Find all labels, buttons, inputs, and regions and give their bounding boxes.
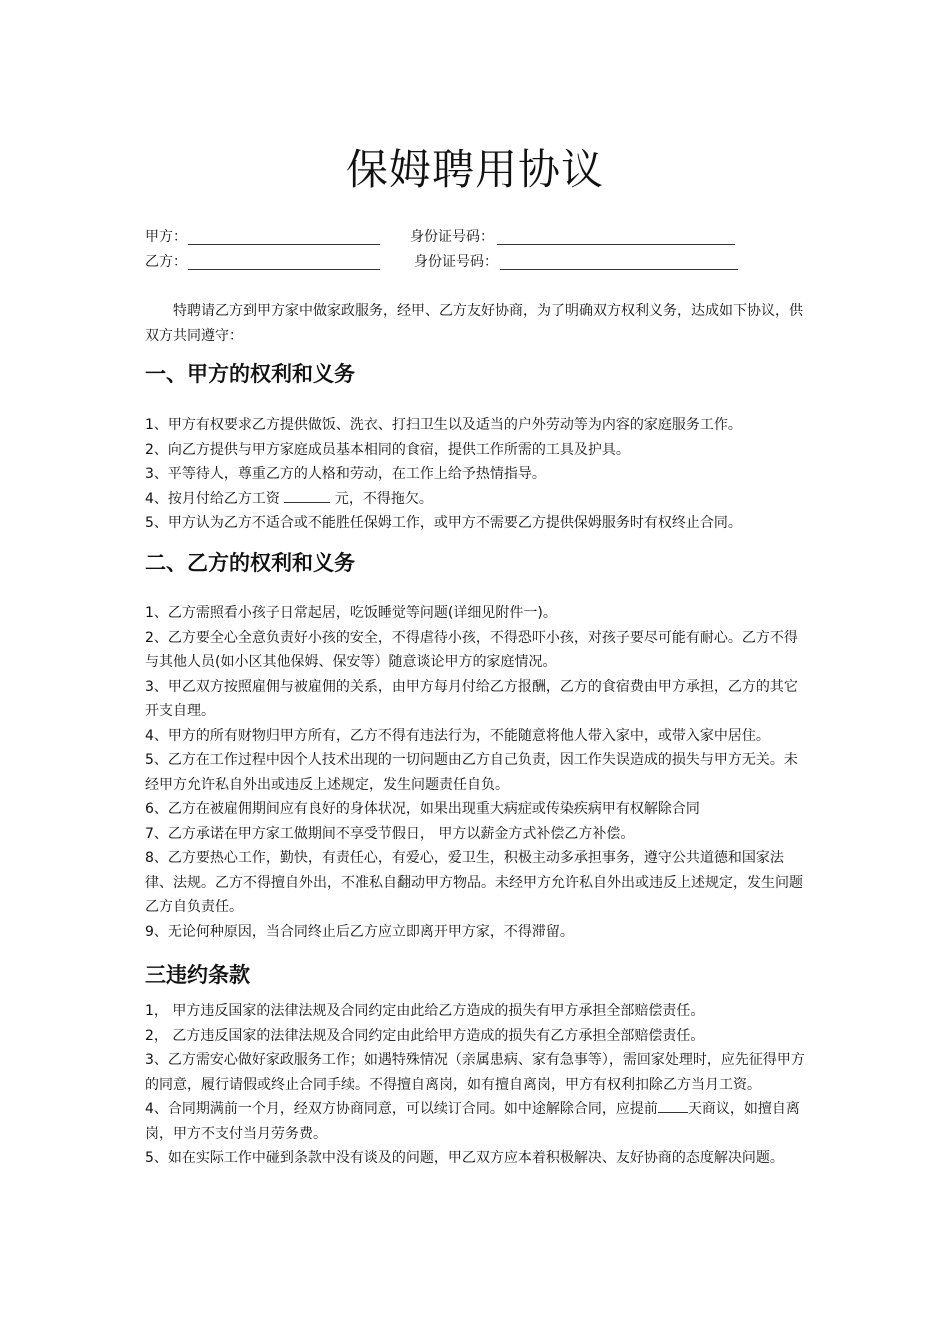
party-b-id-label: 身份证号码：	[414, 254, 498, 270]
party-b-name-blank[interactable]	[188, 269, 380, 270]
section-2-heading: 二、乙方的权利和义务	[145, 551, 355, 575]
list-item: 2， 乙方违反国家的法律法规及合同约定由此给甲方造成的损失有乙方承担全部赔偿责任。	[145, 1027, 705, 1044]
list-item: 3、乙方需安心做好家政服务工作；如遇特殊情况（亲属患病、家有急事等），需回家处理时，应先征得甲方的同意，履行请假或终止合同手续。不得擅自离岗，如有擅自离岗，甲方有权利扣除乙方当月工资。	[145, 1052, 805, 1093]
notice-suffix: 天商议，如擅自离岗，甲方不支付当月劳务费。	[145, 1101, 800, 1142]
section-3-heading: 三违约条款	[145, 963, 250, 987]
section-1-list	[145, 413, 810, 536]
list-item: 3、平等待人，尊重乙方的人格和劳动，在工作上给予热情指导。	[145, 466, 546, 482]
party-a-name-blank[interactable]	[188, 244, 380, 245]
list-item-notice	[145, 1097, 810, 1146]
notice-prefix: 4、合同期满前一个月，经双方协商同意，可以续订合同。如中途解除合同，应提前	[145, 1101, 658, 1117]
list-item: 6、乙方在被雇佣期间应有良好的身体状况，如果出现重大病症或传染疾病甲有权解除合同	[145, 801, 700, 817]
document-title: 保姆聘用协议	[345, 145, 604, 194]
list-item: 5、如在实际工作中碰到条款中没有谈及的问题，甲乙双方应本着积极解决、友好协商的态度解决问题。	[145, 1150, 784, 1166]
list-item: 1、甲方有权要求乙方提供做饭、洗衣、打扫卫生以及适当的户外劳动等为内容的家庭服务工作。	[145, 417, 742, 433]
party-a-row	[145, 227, 765, 247]
list-item: 5、甲方认为乙方不适合或不能胜任保姆工作，或甲方不需要乙方提供保姆服务时有权终止合同。	[145, 515, 742, 531]
section-1-heading: 一、甲方的权利和义务	[145, 362, 355, 386]
list-item: 7、乙方承诺在甲方家工做期间不享受节假日， 甲方以薪金方式补偿乙方补偿。	[145, 825, 635, 842]
list-item: 1， 甲方违反国家的法律法规及合同约定由此给乙方造成的损失有甲方承担全部赔偿责任。	[145, 1003, 705, 1019]
party-a-label: 甲方：	[145, 229, 187, 245]
list-item: 8、乙方要热心工作，勤快，有责任心，有爱心，爱卫生，积极主动多承担事务，遵守公共道德和国家法律、法规。乙方不得擅自外出，不准私自翻动甲方物品。未经甲方允许私自外出或违反上述规定，发生问题乙方自负责任。	[145, 850, 803, 915]
wage-suffix: 元，不得拖欠。	[334, 490, 433, 507]
party-b-row	[145, 252, 765, 272]
list-item: 2、向乙方提供与甲方家庭成员基本相同的食宿，提供工作所需的工具及护具。	[145, 441, 630, 458]
section-2-list	[145, 601, 810, 944]
list-item: 2、乙方要全心全意负责好小孩的安全，不得虐待小孩，不得恐吓小孩，对孩子要尽可能有耐心。乙方不得与其他人员(如小区其他保姆、保安等）随意谈论甲方的家庭情况。	[145, 629, 798, 670]
list-item: 3、甲乙双方按照雇佣与被雇佣的关系，由甲方每月付给乙方报酬，乙方的食宿费由甲方承担，乙方的其它开支自理。	[145, 678, 798, 719]
party-a-id-blank[interactable]	[497, 244, 735, 245]
list-item-wage	[145, 487, 810, 512]
party-b-id-blank[interactable]	[500, 269, 738, 270]
party-b-label: 乙方：	[145, 254, 187, 270]
wage-amount-blank[interactable]	[284, 488, 330, 503]
list-item: 5、乙方在工作过程中因个人技术出现的一切问题由乙方自己负责，因工作失误造成的损失与甲方无关。未经甲方允许私自外出或违反上述规定，发生问题责任自负。	[145, 752, 798, 793]
section-3-list	[145, 999, 810, 1171]
list-item: 4、甲方的所有财物归甲方所有，乙方不得有违法行为，不能随意将他人带入家中，或带入家中居住。	[145, 727, 770, 744]
list-item: 1、乙方需照看小孩子日常起居，吃饭睡觉等问题(详细见附件一)。	[145, 605, 557, 621]
notice-days-blank[interactable]	[658, 1098, 688, 1113]
party-a-id-label: 身份证号码：	[410, 229, 494, 245]
intro-paragraph: 特聘请乙方到甲方家中做家政服务，经甲、乙方友好协商，为了明确双方权利义务，达成如下协议，供双方共同遵守：	[145, 303, 803, 344]
list-item: 9、无论何种原因，当合同终止后乙方应立即离开甲方家，不得滞留。	[145, 923, 574, 940]
wage-prefix: 4、按月付给乙方工资	[145, 490, 280, 507]
